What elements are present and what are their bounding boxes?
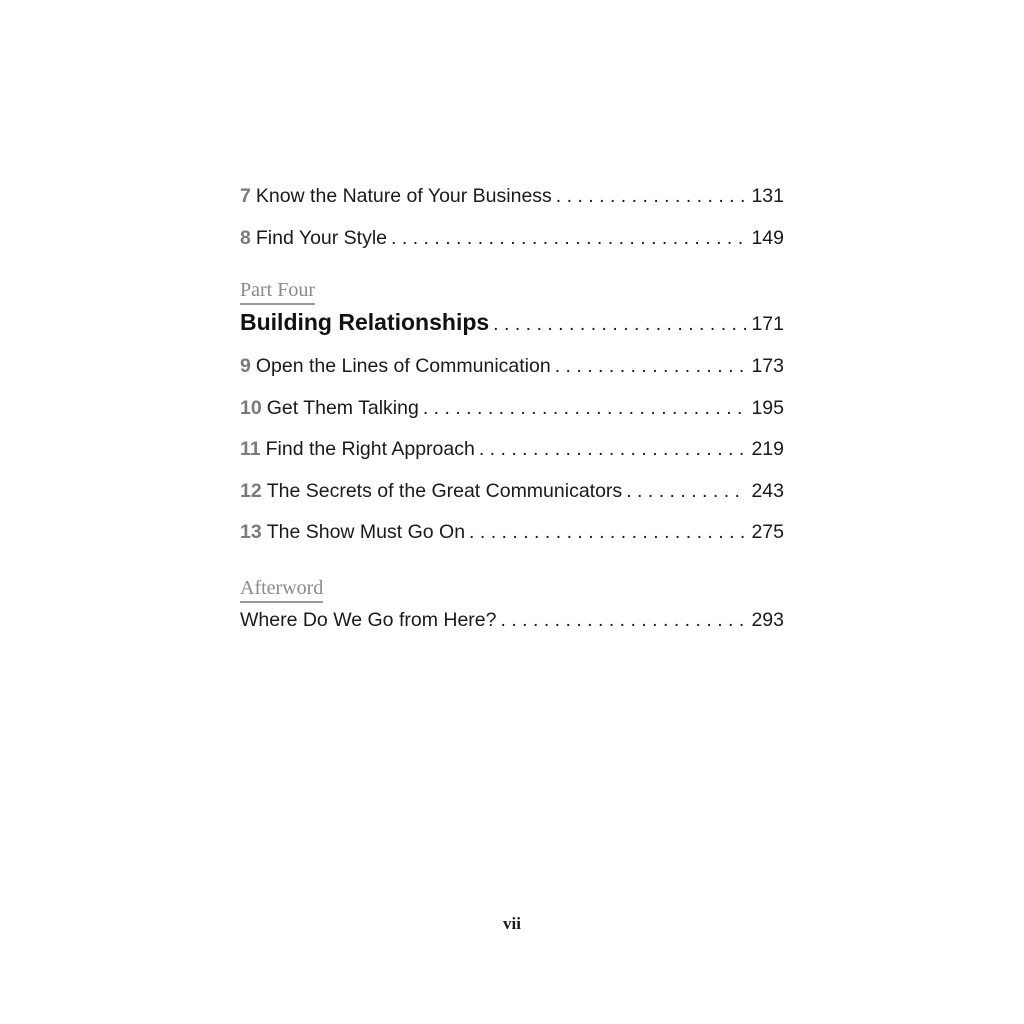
chapter-title: The Secrets of the Great Communicators [266, 479, 623, 502]
toc-entry-chapter-11 [240, 435, 784, 477]
page-number: 243 [751, 479, 784, 502]
chapter-title: Find the Right Approach [265, 438, 475, 460]
chapter-number: 8 [240, 226, 251, 249]
chapter-title: Find Your Style [255, 226, 388, 249]
chapter-title: Get Them Talking [266, 396, 419, 419]
dot-leader [391, 224, 747, 252]
page-folio: vii [503, 914, 521, 933]
chapter-title: Know the Nature of Your Business [255, 185, 552, 207]
part-four-label: Part Four [240, 278, 315, 305]
page-number: 219 [751, 438, 784, 460]
table-of-contents [240, 182, 784, 647]
dot-leader [500, 606, 747, 634]
toc-entry-part-four [240, 308, 784, 352]
chapter-number: 13 [240, 521, 262, 543]
dot-leader [479, 435, 748, 463]
toc-entry-chapter-8 [240, 224, 784, 266]
chapter-title: Open the Lines of Communication [255, 355, 551, 377]
toc-entry-afterword [240, 606, 784, 648]
chapter-title: The Show Must Go On [266, 521, 466, 543]
page-number: 171 [751, 313, 784, 335]
page-number: 195 [751, 396, 784, 419]
chapter-number: 12 [240, 479, 262, 502]
toc-entry-chapter-7 [240, 182, 784, 224]
toc-entry-chapter-9 [240, 352, 784, 394]
dot-leader [555, 352, 748, 380]
chapter-number: 9 [240, 355, 251, 377]
page-number: 293 [751, 608, 784, 631]
dot-leader [493, 310, 747, 338]
page-number: 275 [751, 521, 784, 543]
page-number: 149 [751, 226, 784, 249]
toc-entry-chapter-13 [240, 518, 784, 560]
afterword-label: Afterword [240, 576, 323, 603]
dot-leader [626, 477, 747, 505]
chapter-number: 10 [240, 396, 262, 419]
toc-entry-chapter-10 [240, 394, 784, 436]
afterword-label-row [240, 576, 784, 606]
dot-leader [556, 182, 748, 210]
dot-leader [469, 518, 747, 546]
chapter-number: 7 [240, 185, 251, 207]
afterword-title: Where Do We Go from Here? [240, 608, 497, 631]
chapter-number: 11 [240, 438, 261, 460]
page-number: 173 [751, 355, 784, 377]
part-title: Building Relationships [240, 309, 490, 335]
part-four-label-row [240, 278, 784, 308]
page-number: 131 [751, 185, 784, 207]
dot-leader [423, 394, 748, 422]
toc-entry-chapter-12 [240, 477, 784, 519]
